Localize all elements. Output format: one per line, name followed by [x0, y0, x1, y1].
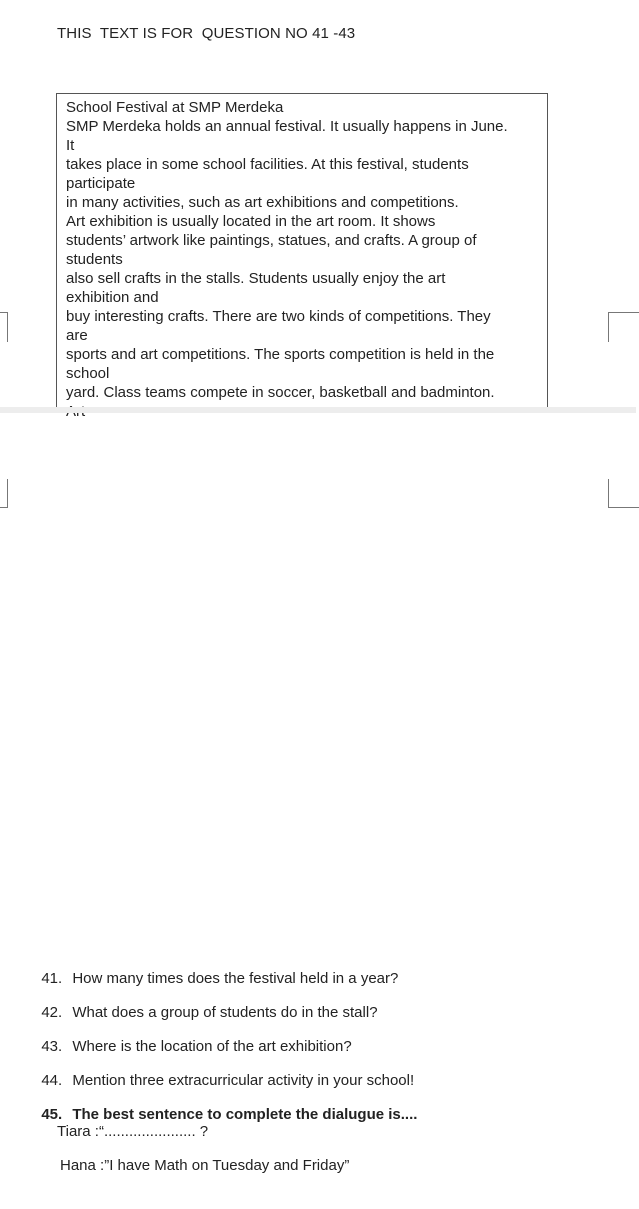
dialogue-speaker: Tiara: [57, 1123, 91, 1140]
dialogue-speaker: Hana: [60, 1157, 96, 1174]
page-separator: [0, 407, 636, 413]
question-text: The best sentence to complete the dialugue is....: [72, 1106, 418, 1123]
question-text: What does a group of students do in the stall?: [72, 1004, 378, 1021]
question-number: 44.: [41, 1072, 63, 1089]
reading-line: yard. Class teams compete in soccer, basketball and badminton.: [66, 384, 495, 401]
question-42: [33, 987, 378, 1021]
question-text: Mention three extracurricular activity in your school!: [72, 1072, 415, 1089]
dialogue-line-tiara: [57, 1123, 208, 1140]
reading-line: in many activities, such as art exhibitions and competitions.: [66, 194, 459, 211]
question-number: 42.: [41, 1004, 63, 1021]
reading-line: It: [66, 137, 75, 154]
reading-line: also sell crafts in the stalls. Students usually enjoy the art: [66, 270, 446, 287]
question-number: 43.: [41, 1038, 63, 1055]
reading-text-box: [56, 93, 548, 407]
question-text: Where is the location of the art exhibition?: [72, 1038, 352, 1055]
page-corner-mark: [0, 479, 8, 508]
question-43: [33, 1021, 352, 1055]
dialogue-text: :“...................... ?: [90, 1123, 209, 1140]
reading-line: exhibition and: [66, 289, 159, 306]
page-corner-mark: [608, 312, 639, 342]
reading-title: School Festival at SMP Merdeka: [66, 99, 284, 116]
page-corner-mark: [608, 479, 639, 508]
reading-line: students’ artwork like paintings, statues, and crafts. A group of: [66, 232, 477, 249]
question-number: 41.: [41, 970, 63, 987]
reading-line: school: [66, 365, 110, 382]
page-corner-mark: [0, 312, 8, 342]
dialogue-text: :”I have Math on Tuesday and Friday”: [95, 1157, 350, 1174]
reading-line: SMP Merdeka holds an annual festival. It usually happens in June.: [66, 118, 508, 135]
question-text: How many times does the festival held in a year?: [72, 970, 399, 987]
question-number: 45.: [41, 1106, 63, 1123]
question-44: [33, 1055, 414, 1089]
reading-line: participate: [66, 175, 136, 192]
reading-line: sports and art competitions. The sports competition is held in the: [66, 346, 495, 363]
question-45: [33, 1089, 417, 1123]
reading-line: students: [66, 251, 123, 268]
reading-line: are: [66, 327, 88, 344]
reading-line: takes place in some school facilities. At this festival, students: [66, 156, 469, 173]
reading-line: buy interesting crafts. There are two kinds of competitions. They: [66, 308, 491, 325]
question-41: [33, 953, 398, 987]
dialogue-line-hana: [60, 1157, 349, 1174]
reading-line: Art exhibition is usually located in the art room. It shows: [66, 213, 436, 230]
section-heading: THIS TEXT IS FOR QUESTION NO 41 -43: [57, 25, 356, 42]
